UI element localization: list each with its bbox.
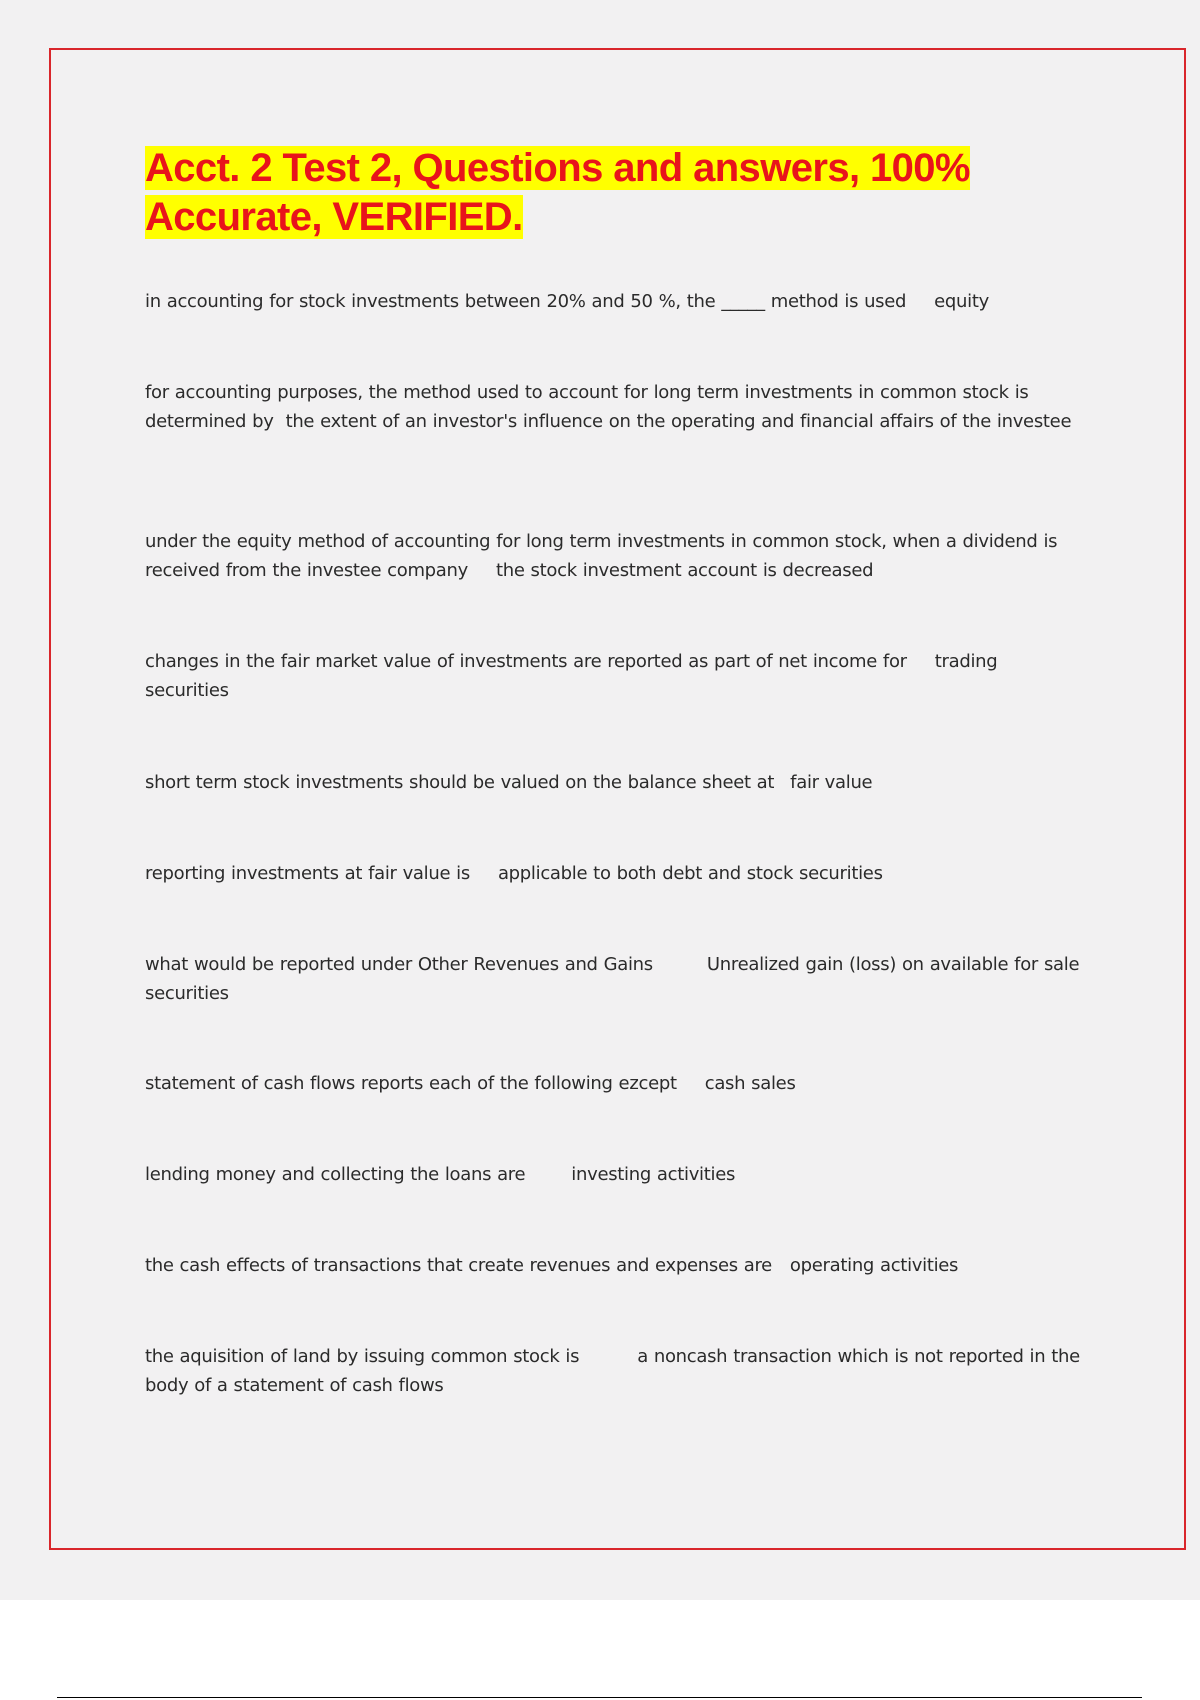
- qa-item-5: [145, 768, 1085, 797]
- answer-text: the stock investment account is decreased: [496, 560, 874, 581]
- answer-text: Unrealized gain (loss) on available for sale securities: [145, 954, 1080, 1004]
- answer-text: operating activities: [789, 1255, 959, 1276]
- question-text: short term stock investments should be valued on the balance sheet at: [145, 772, 775, 793]
- title-line-2: Accurate, VERIFIED.: [145, 195, 523, 239]
- answer-text: trading securities: [145, 651, 998, 701]
- qa-item-6: [145, 859, 1085, 888]
- answer-text: a noncash transaction which is not reported in the body of a statement of cash flows: [145, 1346, 1080, 1396]
- qa-item-3: [145, 527, 1085, 585]
- qa-item-9: [145, 1160, 1085, 1189]
- question-text: the aquisition of land by issuing common stock is: [145, 1346, 580, 1367]
- qa-item-10: [145, 1251, 1085, 1280]
- answer-text: applicable to both debt and stock securities: [497, 863, 883, 884]
- qa-item-2: [145, 378, 1085, 436]
- question-text: what would be reported under Other Revenues and Gains: [145, 954, 653, 975]
- answer-text: investing activities: [571, 1164, 736, 1185]
- question-text: under the equity method of accounting for long term investments in common stock, when a dividend is received from the investee company: [145, 531, 1058, 581]
- question-text: the cash effects of transactions that create revenues and expenses are: [145, 1255, 772, 1276]
- question-text: statement of cash flows reports each of the following ezcept: [145, 1073, 677, 1094]
- answer-text: equity: [934, 291, 989, 312]
- document-title: [145, 144, 1045, 242]
- answer-text: the extent of an investor's influence on the operating and financial affairs of the investee: [285, 411, 1072, 432]
- qa-item-4: [145, 647, 1085, 705]
- question-text: for accounting purposes, the method used to account for long term investments in common stock is determined by: [145, 382, 1029, 432]
- qa-item-8: [145, 1069, 1085, 1098]
- title-line-1: Acct. 2 Test 2, Questions and answers, 100%: [145, 146, 970, 190]
- document-border: [49, 48, 1186, 1550]
- qa-item-1: [145, 287, 1085, 316]
- answer-text: fair value: [790, 772, 873, 793]
- question-text: changes in the fair market value of investments are reported as part of net income for: [145, 651, 907, 672]
- qa-item-7: [145, 950, 1085, 1008]
- question-text: in accounting for stock investments between 20% and 50 %, the _____ method is used: [145, 291, 907, 312]
- footer-rule: [57, 1697, 1142, 1698]
- answer-text: cash sales: [704, 1073, 796, 1094]
- qa-item-11: [145, 1342, 1085, 1400]
- question-text: reporting investments at fair value is: [145, 863, 470, 884]
- question-text: lending money and collecting the loans are: [145, 1164, 526, 1185]
